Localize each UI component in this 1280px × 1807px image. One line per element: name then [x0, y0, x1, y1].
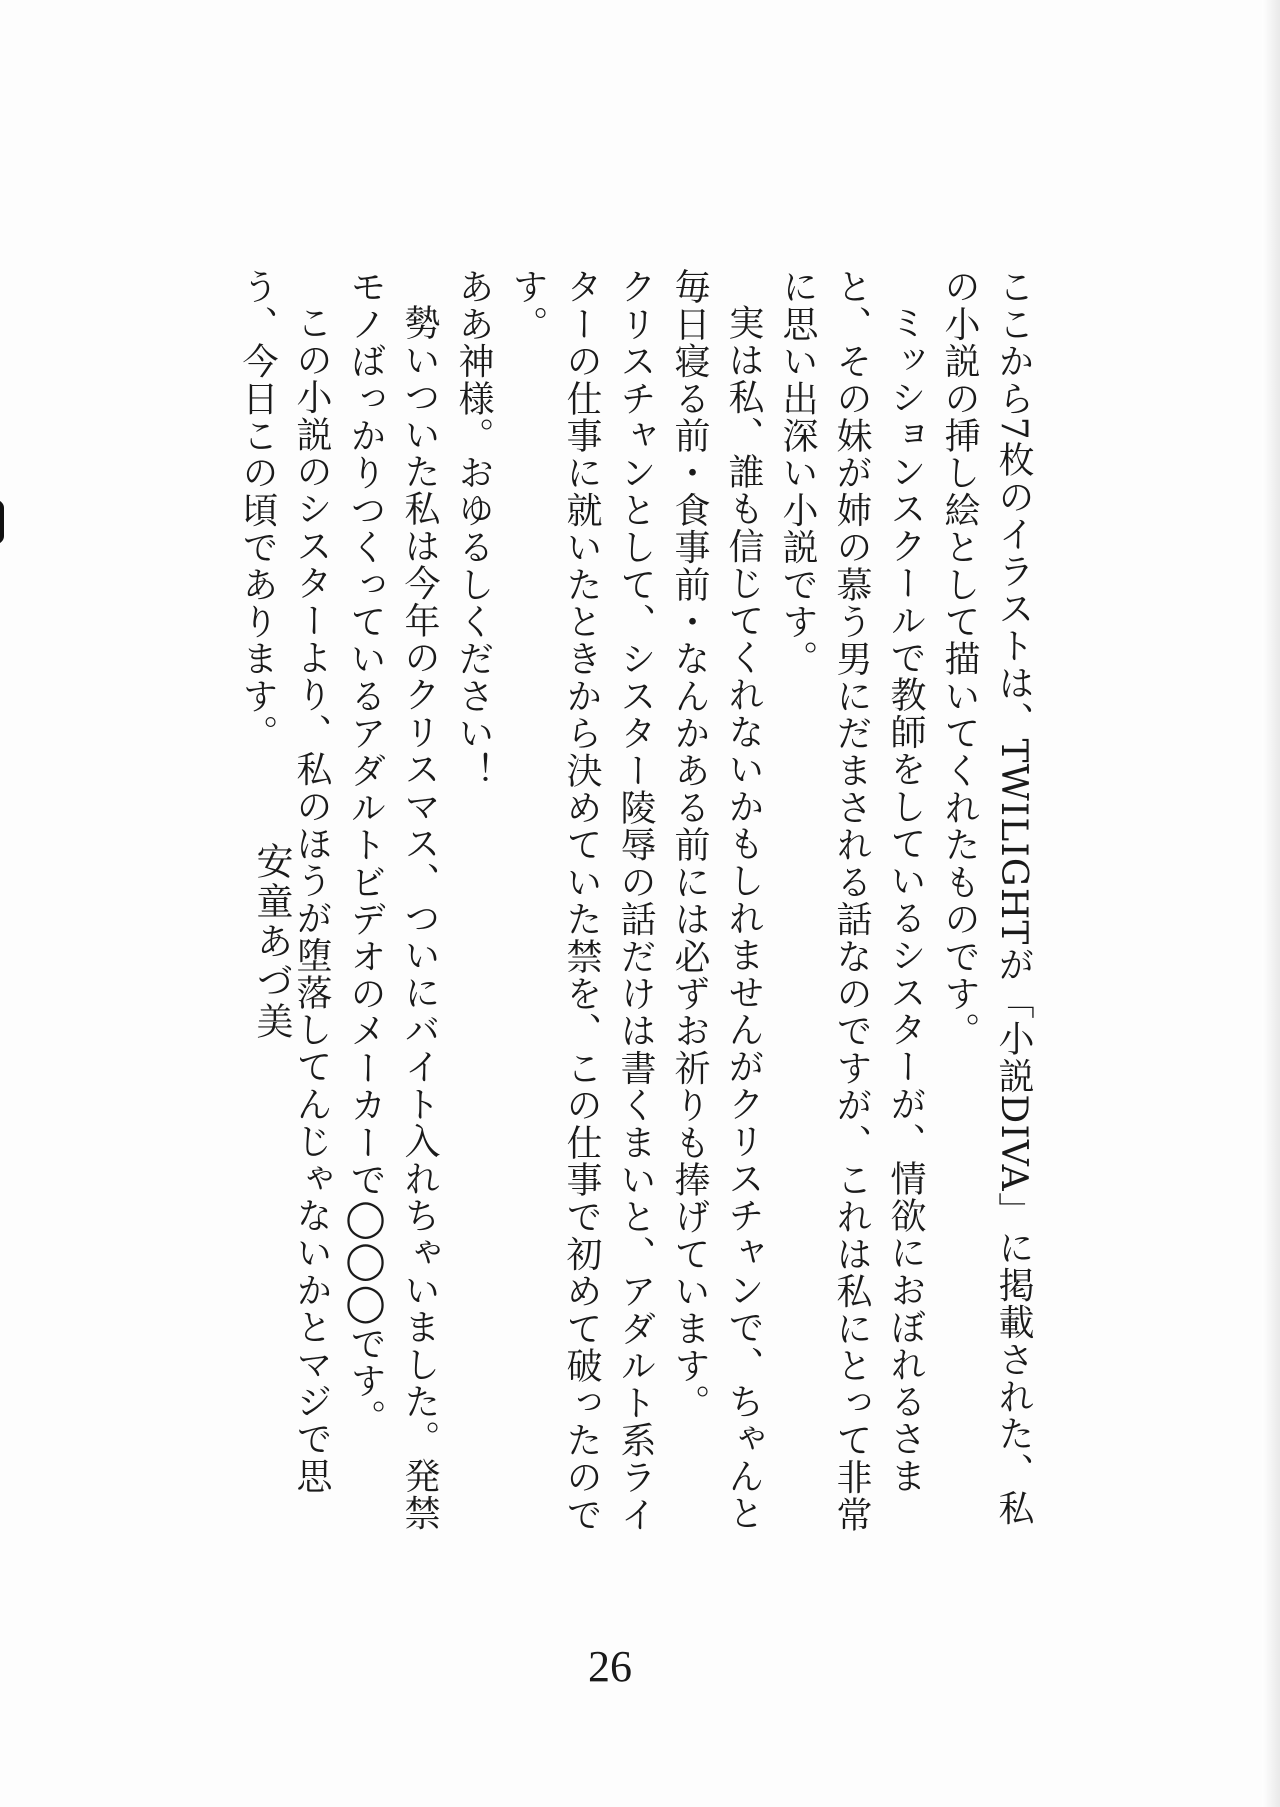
paragraph-4: クリスチャンとして、シスター陵辱の話だけは書くまいと、アダルト系ライターの仕事に就いたときから決めていた禁を、この仕事で初めて破ったのです。: [507, 268, 656, 1533]
paragraph-3: 実は私、誰も信じてくれないかもしれませんがクリスチャンで、ちゃんと毎日寝る前・食事前・なんかある前には必ずお祈りも捧げています。: [669, 268, 764, 1532]
binding-mark: [0, 500, 4, 544]
paragraph-7: この小説のシスターより、私のほうが堕落してんじゃないかとマジで思う、今日この頃であります。: [237, 268, 332, 1495]
page-edge-shadow: [1262, 0, 1280, 1807]
paragraph-1: ここから7枚のイラストは、TWILIGHTが「小説DIVA」に掲載された、私の小説の挿し絵として描いてくれたものです。: [939, 268, 1034, 1527]
author-signature: 安童あづ美: [250, 842, 293, 1042]
paragraph-6: 勢いついた私は今年のクリスマス、ついにバイト入れちゃいました。発禁モノばっかりつくっているアダルトビデオのメーカーで◯◯◯です。: [345, 268, 440, 1532]
page-number: 26: [588, 1642, 632, 1691]
paragraph-5: ああ神様。おゆるしください！: [453, 268, 494, 789]
paragraph-2: ミッションスクールで教師をしているシスターが、情欲におぼれるさまと、その妹が姉の慕う男にだまされる話なのですが、これは私にとって非常に思い出深い小説です。: [777, 268, 926, 1533]
